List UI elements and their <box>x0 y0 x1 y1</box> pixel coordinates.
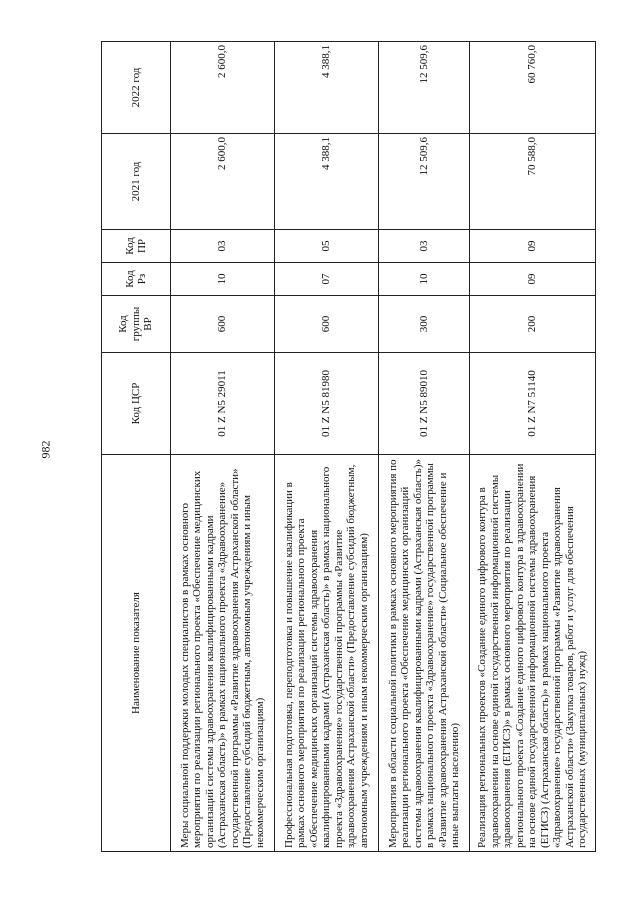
budget-table <box>101 41 596 852</box>
table-header-row <box>102 42 171 852</box>
row-2021: 70 588,0 <box>470 134 596 230</box>
row-name: Реализация региональных проектов «Создание единого цифрового контура в здравоохранении на основе единой государственной информационной системы здравоохранения (ЕГИСЗ)» в рамках основного мероприятия по реализации регионального проекта «Создание единого цифрового контура в здравоохранении на основе единой государственной информационной системы здравоохранения (ЕГИСЗ) (Астраханская область)» в рамках национального проекта «Здравоохранение» государственной программы «Развитие здравоохранения Астраханской области» (Закупка товаров, работ и услуг для обеспечения государственных (муниципальных) нужд) <box>470 455 596 852</box>
col-header-pr: Код ПР <box>102 230 171 263</box>
col-header-rz: Код Рз <box>102 263 171 296</box>
row-csr: 01 Z N5 89010 <box>379 353 470 455</box>
row-rz: 09 <box>470 263 596 296</box>
budget-table-rotated <box>101 42 596 852</box>
col-header-vr: Код группы ВР <box>102 296 171 353</box>
row-name: Мероприятия в области социальной политики в рамках основного мероприятия по реализации регионального проекта «Обеспечение медицинских организаций системы здравоохранения квалифицированными кадрами (Астраханская область)» в рамках национального проекта «Здравоохранение» государственной программы «Развитие здравоохранения Астраханской области» (Социальное обеспечение и иные выплаты населению) <box>379 455 470 852</box>
col-header-csr: Код ЦСР <box>102 353 171 455</box>
row-rz: 07 <box>275 263 379 296</box>
col-header-2022: 2022 год <box>102 42 171 134</box>
row-pr: 03 <box>379 230 470 263</box>
row-rz: 10 <box>379 263 470 296</box>
page-number-text: 982 <box>38 440 53 459</box>
row-2022: 12 509,6 <box>379 42 470 134</box>
row-csr: 01 Z N5 81980 <box>275 353 379 455</box>
row-2021: 2 600,0 <box>171 134 275 230</box>
row-2022: 4 388,1 <box>275 42 379 134</box>
row-csr: 01 Z N5 29011 <box>171 353 275 455</box>
row-rz: 10 <box>171 263 275 296</box>
col-header-2021: 2021 год <box>102 134 171 230</box>
row-2021: 12 509,6 <box>379 134 470 230</box>
page-number <box>36 442 56 462</box>
table-row <box>379 42 470 852</box>
row-vr: 600 <box>171 296 275 353</box>
table-row <box>275 42 379 852</box>
row-vr: 600 <box>275 296 379 353</box>
table-row <box>171 42 275 852</box>
col-header-name: Наименование показателя <box>102 455 171 852</box>
row-pr: 03 <box>171 230 275 263</box>
row-2022: 60 760,0 <box>470 42 596 134</box>
row-vr: 200 <box>470 296 596 353</box>
row-2022: 2 600,0 <box>171 42 275 134</box>
table-row <box>470 42 596 852</box>
row-pr: 05 <box>275 230 379 263</box>
row-vr: 300 <box>379 296 470 353</box>
row-2021: 4 388,1 <box>275 134 379 230</box>
row-csr: 01 Z N7 51140 <box>470 353 596 455</box>
row-name: Меры социальной поддержки молодых специалистов в рамках основного мероприятия по реализации регионального проекта «Обеспечение медицинских организаций системы здравоохранения квалифицированными кадрами (Астраханская область)» в рамках национального проекта «Здравоохранение» государственной программы «Развитие здравоохранения Астраханской области» (Предоставление субсидий бюджетным, автономным учреждениям и иным некоммерческим организациям) <box>171 455 275 852</box>
row-name: Профессиональная подготовка, переподготовка и повышение квалификации в рамках основного мероприятия по реализации регионального проекта «Обеспечение медицинских организаций системы здравоохранения квалифицированными кадрами (Астраханская область)» в рамках национального проекта «Здравоохранение» государственной программы «Развитие здравоохранения Астраханской области» (Предоставление субсидий бюджетным, автономным учреждениям и иным некоммерческим организациям) <box>275 455 379 852</box>
row-pr: 09 <box>470 230 596 263</box>
